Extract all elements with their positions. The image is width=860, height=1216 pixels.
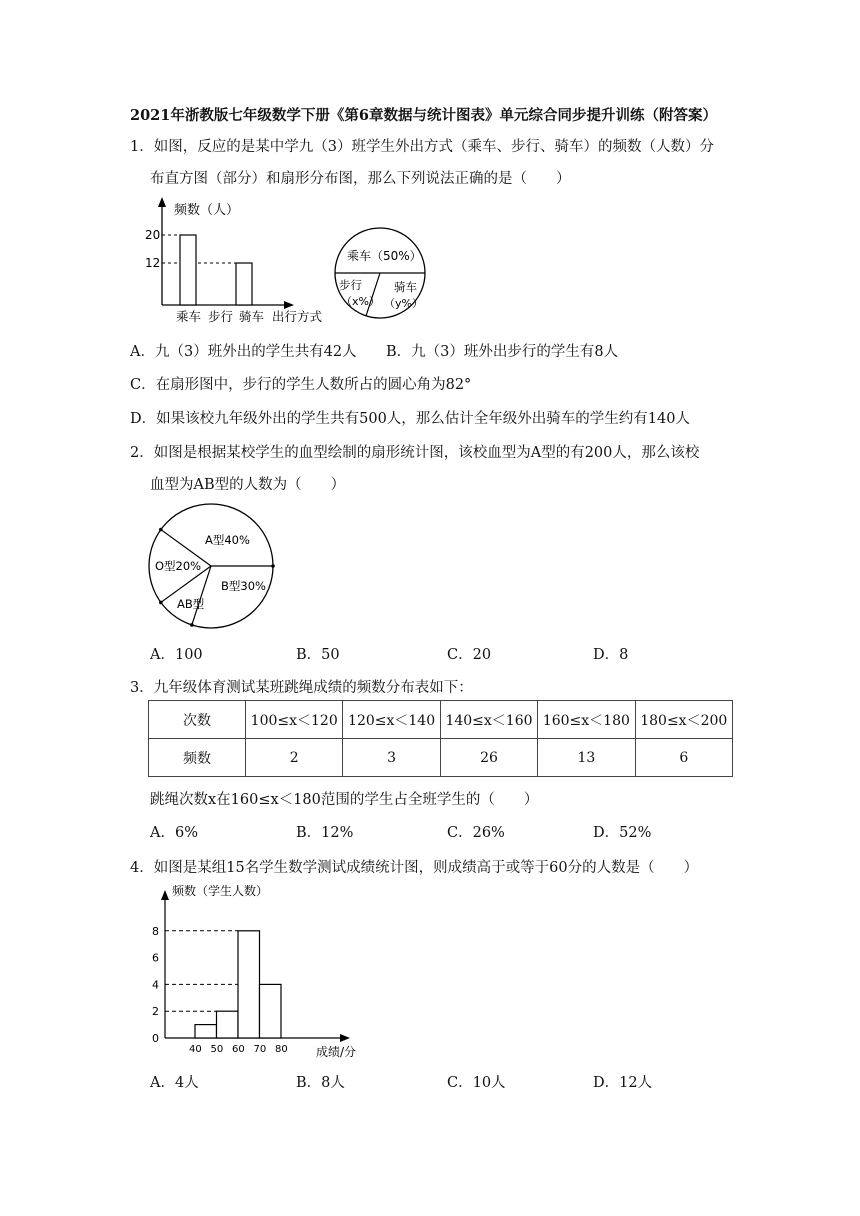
q4-bar xyxy=(238,931,260,1038)
q1-pie-label-y: （y%） xyxy=(384,297,423,310)
q3-option-c[interactable]: C．26% xyxy=(447,825,505,841)
table-cell: 140≤x＜160 xyxy=(440,701,537,739)
q4-x-axis-arrow xyxy=(340,1034,350,1042)
q4-y-axis-label: 频数（学生人数） xyxy=(172,884,269,898)
table-row xyxy=(149,701,733,739)
q1-y-axis-label: 频数（人） xyxy=(174,203,240,218)
q3-option-d[interactable]: D．52% xyxy=(593,825,652,841)
q4-ytick-label: 8 xyxy=(152,924,159,938)
table-cell: 160≤x＜180 xyxy=(538,701,635,739)
q4-ytick-label: 0 xyxy=(152,1032,159,1045)
table-header-cell: 频数 xyxy=(149,739,246,777)
q4-xtick-label: 40 xyxy=(189,1044,202,1055)
table-cell: 180≤x＜200 xyxy=(635,701,732,739)
q1-pie xyxy=(335,228,425,318)
q4-option-d[interactable]: D．12人 xyxy=(593,1075,653,1091)
q1-option-b[interactable]: B．九（3）班外出步行的学生有8人 xyxy=(386,344,619,360)
q1-y-axis-arrow xyxy=(158,197,166,207)
q4-option-b[interactable]: B．8人 xyxy=(296,1075,345,1091)
table-cell: 26 xyxy=(440,739,537,777)
q1-figures xyxy=(140,195,440,330)
q4-xtick-label: 70 xyxy=(253,1044,267,1055)
q1-x-axis-arrow xyxy=(284,301,294,309)
q1-pie-label-乘车: 乘车（50%） xyxy=(347,249,422,263)
q2-option-a[interactable]: A．100 xyxy=(150,647,203,663)
q1-option-d[interactable]: D．如果该校九年级外出的学生共有500人，那么估计全年级外出骑车的学生约有140人 xyxy=(130,411,690,427)
q1-stem-line1: 1．如图，反应的是某中学九（3）班学生外出方式（乘车、步行、骑车）的频数（人数）分 xyxy=(130,139,714,155)
table-cell: 100≤x＜120 xyxy=(246,701,343,739)
q4-xtick-label: 60 xyxy=(232,1044,245,1055)
q2-label-b: B型30% xyxy=(221,579,266,593)
q4-bar xyxy=(217,1011,239,1038)
q1-histogram xyxy=(145,197,322,324)
q2-label-o: O型20% xyxy=(155,559,202,573)
q4-stem-line1: 4．如图是某组15名学生数学测试成绩统计图，则成绩高于或等于60分的人数是（ ） xyxy=(130,860,699,876)
q3-frequency-table xyxy=(148,700,733,777)
q3-stem-line2: 跳绳次数x在160≤x＜180范围的学生占全班学生的（ ） xyxy=(150,792,539,808)
q2-label-a: A型40% xyxy=(205,533,250,547)
q3-stem-line1: 3．九年级体育测试某班跳绳成绩的频数分布表如下： xyxy=(130,680,473,696)
q2-option-c[interactable]: C．20 xyxy=(447,647,492,663)
q2-slice-dot xyxy=(159,601,163,605)
q2-stem-line1: 2．如图是根据某校学生的血型绘制的扇形统计图，该校血型为A型的有200人，那么该校 xyxy=(130,445,700,461)
q4-option-a[interactable]: A．4人 xyxy=(150,1075,199,1091)
q1-pie-label-x: （x%） xyxy=(341,295,380,308)
table-cell: 3 xyxy=(343,739,440,777)
q2-option-b[interactable]: B．50 xyxy=(296,647,340,663)
q1-category-1: 步行 xyxy=(208,309,234,324)
q4-ytick-label: 4 xyxy=(152,978,159,992)
q4-bar xyxy=(260,984,282,1038)
document-title: 2021年浙教版七年级数学下册《第6章数据与统计图表》单元综合同步提升训练（附答案） xyxy=(130,107,717,124)
q4-bar xyxy=(195,1025,217,1038)
q1-ytick-20: 20 xyxy=(145,228,161,242)
q4-xtick-label: 50 xyxy=(210,1044,224,1055)
q2-slice-dot xyxy=(271,564,275,568)
q4-ytick-label: 6 xyxy=(152,951,159,965)
q3-option-a[interactable]: A．6% xyxy=(150,825,198,841)
q1-pie-label-步行: 步行 xyxy=(339,278,362,292)
q4-histogram xyxy=(140,880,370,1060)
q1-pie-label-骑车: 骑车 xyxy=(394,280,417,294)
q4-ytick-label: 2 xyxy=(152,1005,159,1019)
q1-category-0: 乘车 xyxy=(176,309,202,324)
q4-option-c[interactable]: C．10人 xyxy=(447,1075,506,1091)
table-cell: 120≤x＜140 xyxy=(343,701,440,739)
q1-option-c[interactable]: C．在扇形图中，步行的学生人数所占的圆心角为82° xyxy=(130,377,472,393)
q4-y-axis-arrow xyxy=(161,890,169,900)
q4-xtick-label: 80 xyxy=(275,1044,288,1055)
q2-stem-line2: 血型为AB型的人数为（ ） xyxy=(150,477,346,493)
q2-slice-dot xyxy=(190,623,194,627)
table-header-cell: 次数 xyxy=(149,701,246,739)
q2-slice-dot xyxy=(159,528,163,532)
q3-option-b[interactable]: B．12% xyxy=(296,825,354,841)
q1-stem-line2: 布直方图（部分）和扇形分布图，那么下列说法正确的是（ ） xyxy=(150,171,571,187)
q4-x-axis-label: 成绩/分 xyxy=(316,1045,357,1059)
q2-pie-chart xyxy=(145,500,295,632)
q1-option-a[interactable]: A．九（3）班外出的学生共有42人 xyxy=(130,344,357,360)
q2-option-d[interactable]: D．8 xyxy=(593,647,629,663)
table-cell: 2 xyxy=(246,739,343,777)
table-row xyxy=(149,739,733,777)
table-cell: 13 xyxy=(538,739,635,777)
q1-category-2: 骑车 xyxy=(239,309,265,324)
q1-bar-骑车 xyxy=(236,263,252,305)
q2-label-ab: AB型 xyxy=(177,597,205,611)
q1-ytick-12: 12 xyxy=(145,256,161,270)
q1-bar-乘车 xyxy=(180,235,196,305)
q1-x-axis-label: 出行方式 xyxy=(272,309,323,324)
table-cell: 6 xyxy=(635,739,732,777)
